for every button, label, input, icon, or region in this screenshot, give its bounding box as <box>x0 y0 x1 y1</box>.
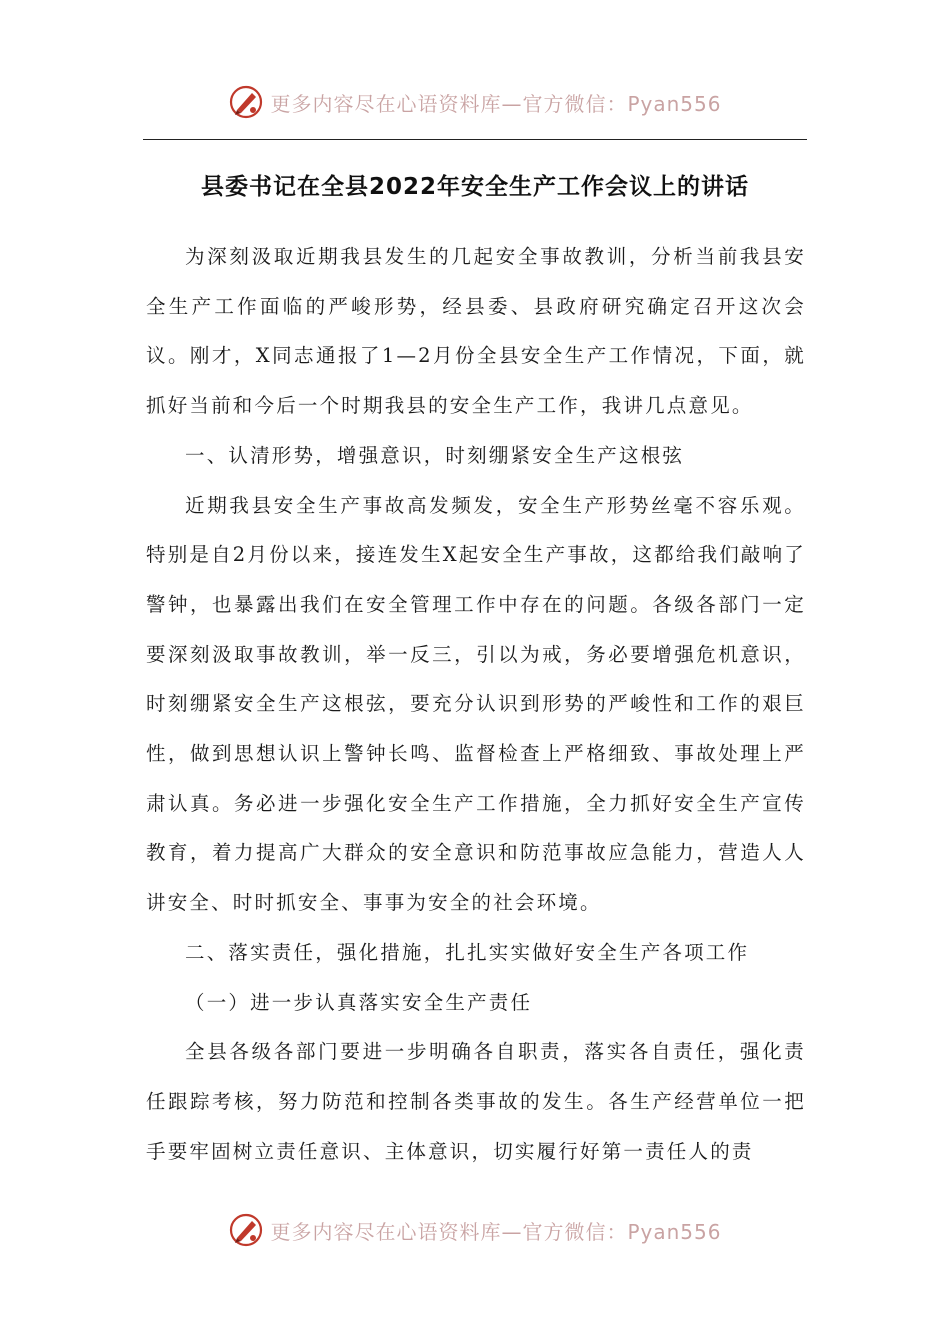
paragraph-intro: 为深刻汲取近期我县发生的几起安全事故教训，分析当前我县安全生产工作面临的严峻形势，经县委、县政府研究确定召开这次会议。刚才，X同志通报了1—2月份全县安全生产工作情况，下面，就抓好当前和今后一个时期我县的安全生产工作，我讲几点意见。 <box>146 245 806 418</box>
pen-seal-icon <box>228 84 264 120</box>
paragraph-subsection-1: 全县各级各部门要进一步明确各自职责，落实各自责任，强化责任跟踪考核，努力防范和控制各类事故的发生。各生产经营单位一把手要牢固树立责任意识、主体意识，切实履行好第一责任人的责 <box>146 1040 806 1163</box>
watermark-banner-bottom <box>0 1210 950 1250</box>
section-heading-2: 二、落实责任，强化措施，扎扎实实做好安全生产各项工作 <box>185 940 750 964</box>
watermark-text: 更多内容尽在心语资料库—官方微信：Pyan556 <box>270 1219 722 1244</box>
document-title: 县委书记在全县2022年安全生产工作会议上的讲话 <box>200 174 749 200</box>
watermark-banner-top <box>0 82 950 122</box>
document-body <box>146 232 806 1176</box>
subsection-heading-1: （一）进一步认真落实安全生产责任 <box>185 990 533 1014</box>
section-heading-1: 一、认清形势，增强意识，时刻绷紧安全生产这根弦 <box>185 443 685 467</box>
watermark-text: 更多内容尽在心语资料库—官方微信：Pyan556 <box>270 91 722 116</box>
paragraph-section-1: 近期我县安全生产事故高发频发，安全生产形势丝毫不容乐观。特别是自2月份以来，接连发生X起安全生产事故，这都给我们敲响了警钟，也暴露出我们在安全管理工作中存在的问题。各级各部门一定要深刻汲取事故教训，举一反三，引以为戒，务必要增强危机意识，时刻绷紧安全生产这根弦，要充分认识到形势的严峻性和工作的艰巨性，做到思想认识上警钟长鸣、监督检查上严格细致、事故处理上严肃认真。务必进一步强化安全生产工作措施，全力抓好安全生产宣传教育，着力提高广大群众的安全意识和防范事故应急能力，营造人人讲安全、时时抓安全、事事为安全的社会环境。 <box>146 493 806 915</box>
pen-seal-icon <box>228 1212 264 1248</box>
header-divider <box>143 139 807 140</box>
